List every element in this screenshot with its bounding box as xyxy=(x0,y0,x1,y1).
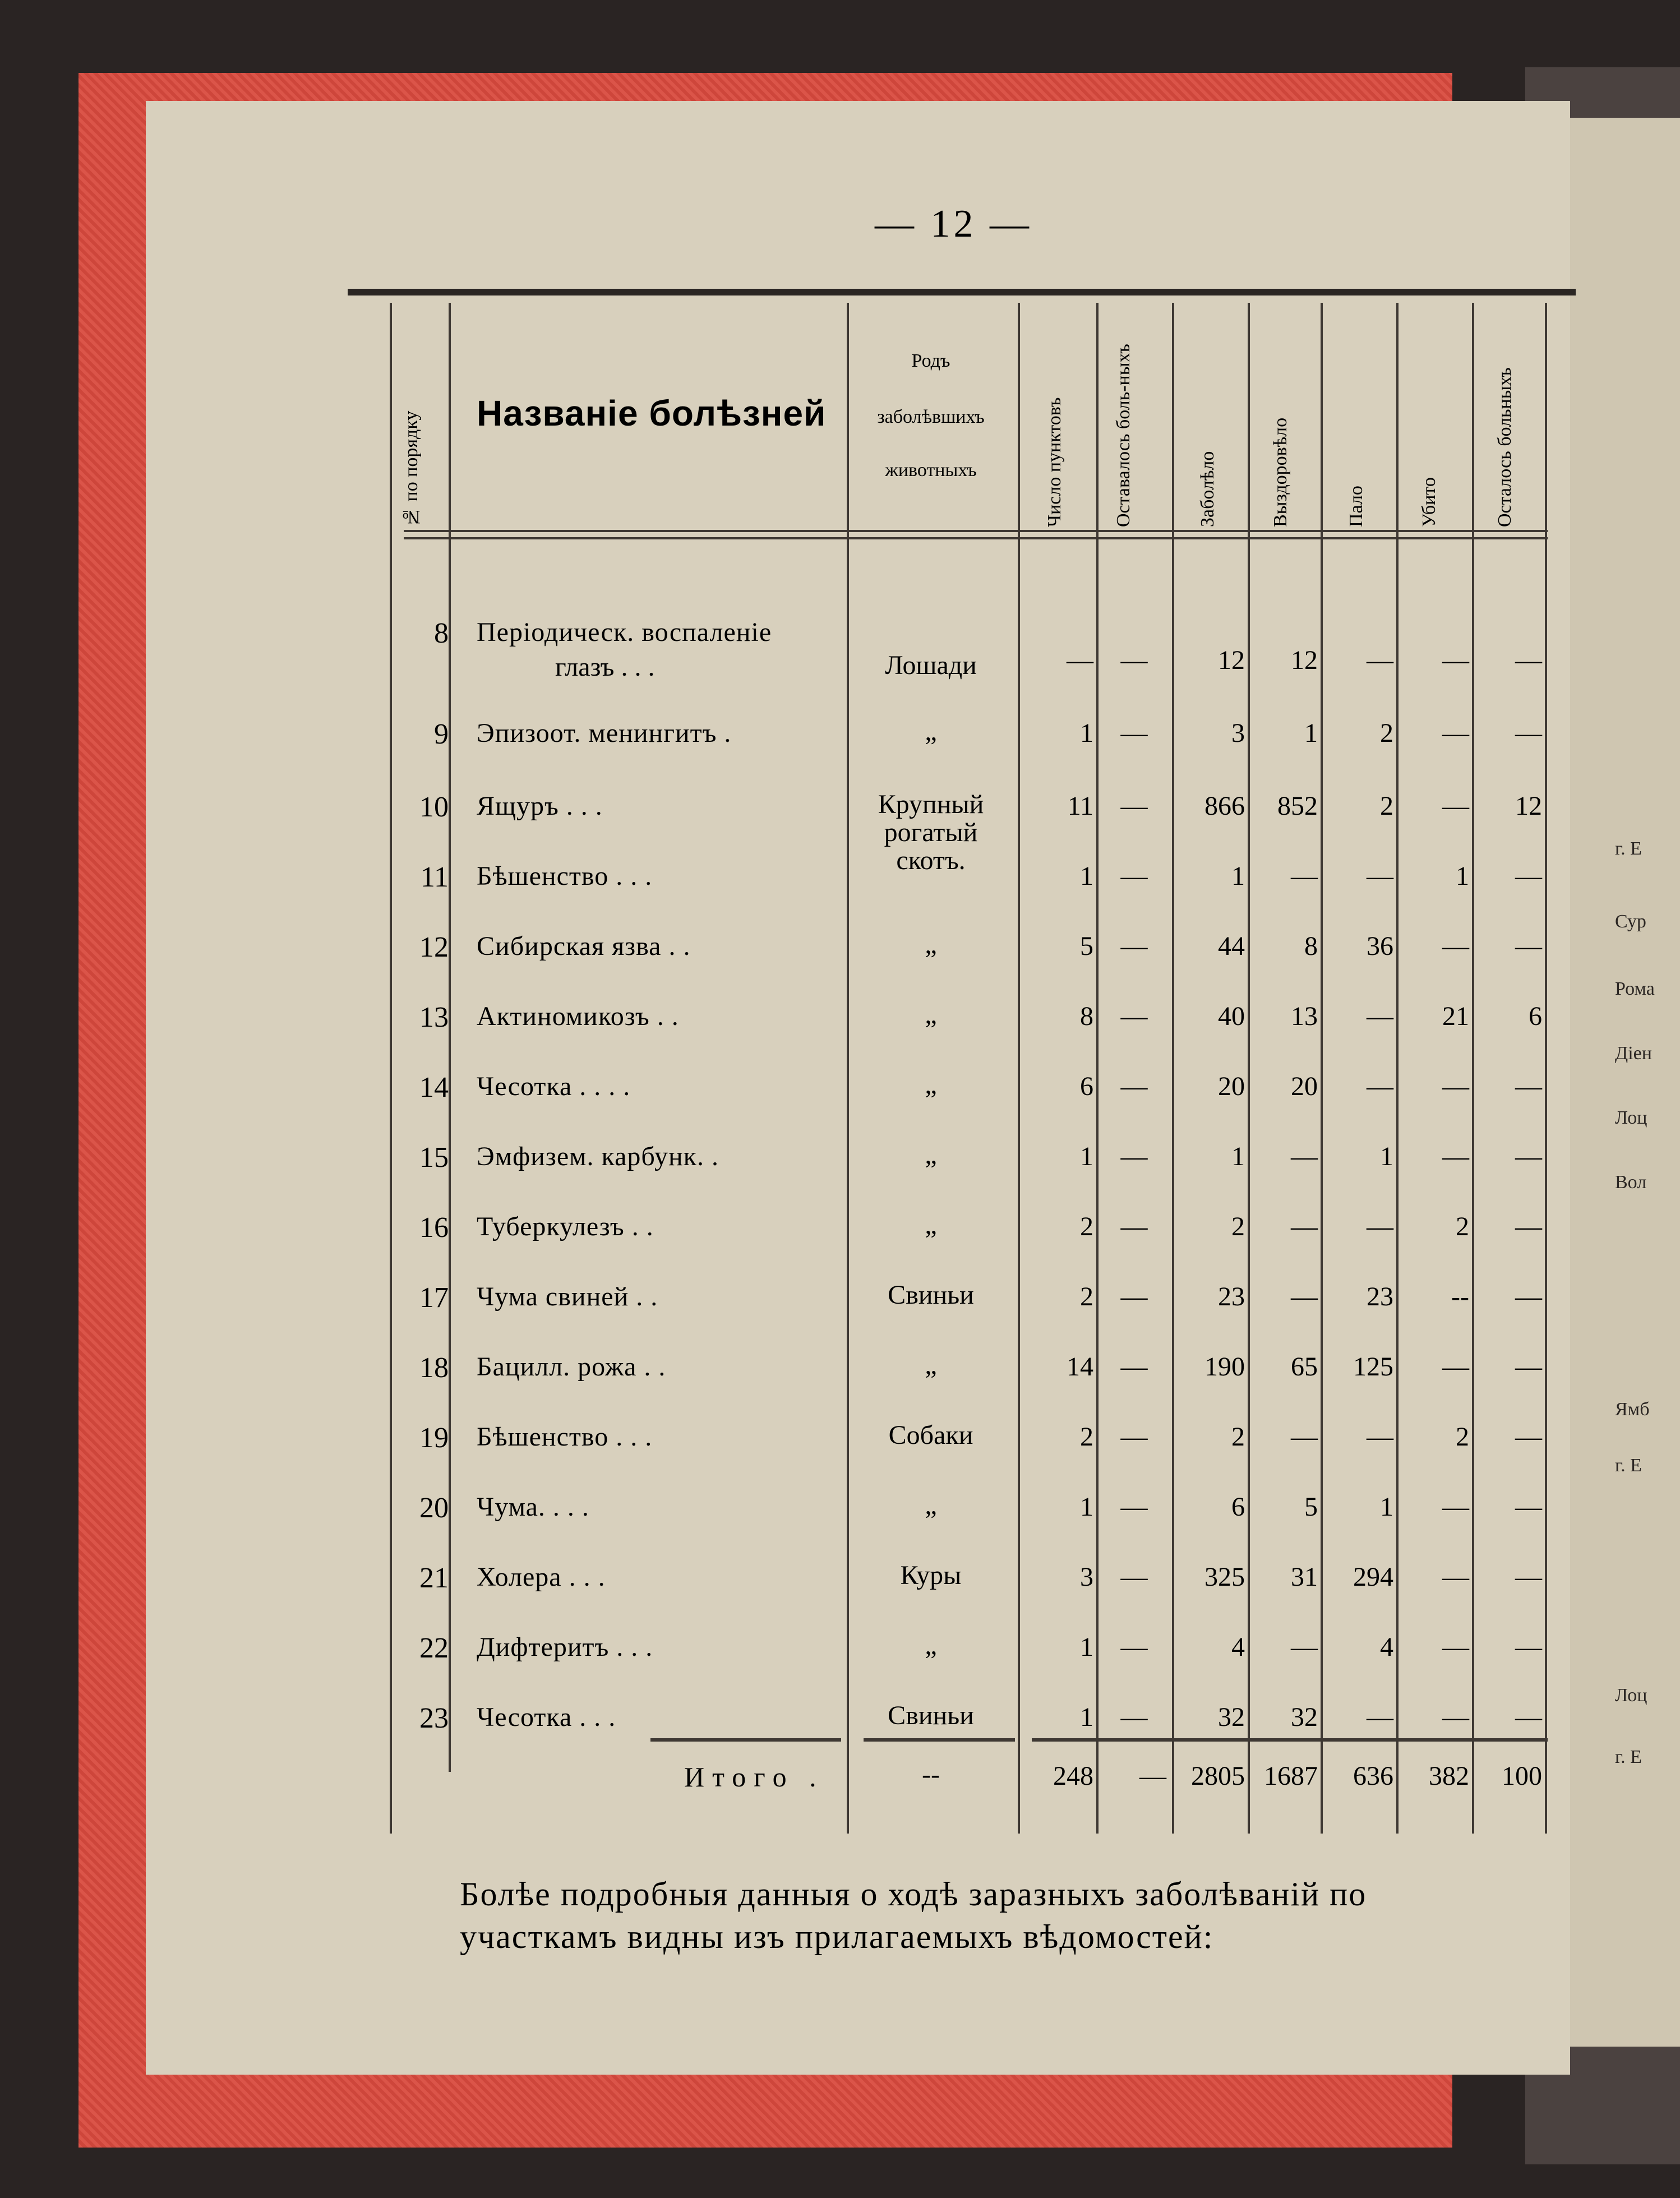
row-died-cell: 2 xyxy=(1380,718,1393,748)
row-recovered-cell: — xyxy=(1291,861,1318,891)
row-disease-name: Ящуръ . . . xyxy=(477,791,603,821)
row-number: 20 xyxy=(419,1492,449,1524)
row-recovered-cell: 13 xyxy=(1291,1001,1318,1031)
row-killed-cell: — xyxy=(1442,1562,1469,1592)
row-number: 13 xyxy=(419,1001,449,1033)
row-points-cell: 1 xyxy=(1080,1702,1093,1732)
page-number: — 12 — xyxy=(875,202,1032,246)
total-died: 636 xyxy=(1353,1761,1393,1791)
col-sep-died xyxy=(1396,303,1399,1834)
row-before-cell: — xyxy=(1120,1072,1148,1101)
header-animal-line1: Родъ xyxy=(911,350,950,371)
row-animal-type: Крупный рогатый скотъ. xyxy=(878,789,984,875)
total-rule-name xyxy=(650,1738,841,1742)
row-killed-cell: 2 xyxy=(1456,1422,1469,1452)
row-ill-cell: 4 xyxy=(1231,1632,1245,1662)
row-points-cell: 11 xyxy=(1067,791,1093,821)
row-before-cell: — xyxy=(1120,1422,1148,1452)
total-points: 248 xyxy=(1053,1761,1093,1791)
row-remaining-cell: — xyxy=(1515,1702,1542,1732)
adjacent-page-fragment: Рома xyxy=(1615,978,1655,999)
row-disease-name: Бѣшенство . . . xyxy=(477,861,653,891)
row-died-cell: 125 xyxy=(1353,1352,1393,1382)
row-disease-name: Сибирская язва . . xyxy=(477,931,691,961)
adjacent-page-fragment: Вол xyxy=(1615,1172,1647,1193)
row-animal-type: Свиньи xyxy=(888,1280,974,1310)
adjacent-page-fragment: г. Е xyxy=(1615,1455,1642,1476)
row-recovered-cell: 20 xyxy=(1291,1072,1318,1101)
total-label: Итого . xyxy=(684,1761,824,1793)
header-name: Названіе болѣзней xyxy=(477,393,827,433)
row-killed-cell: — xyxy=(1442,1072,1469,1101)
row-disease-name: Чума. . . . xyxy=(477,1492,589,1522)
row-number: 15 xyxy=(419,1142,449,1174)
row-recovered-cell: — xyxy=(1291,1142,1318,1171)
row-ill-cell: 325 xyxy=(1204,1562,1245,1592)
row-remaining-cell: — xyxy=(1515,1422,1542,1452)
row-points-cell: 1 xyxy=(1080,718,1093,748)
row-points-cell: 1 xyxy=(1080,1632,1093,1662)
total-remaining: 100 xyxy=(1502,1761,1542,1791)
adjacent-page-fragment: Сур xyxy=(1615,911,1646,932)
row-remaining-cell: — xyxy=(1515,1632,1542,1662)
row-disease-name: Чума свиней . . xyxy=(477,1282,658,1312)
row-remaining-cell: — xyxy=(1515,1562,1542,1592)
row-points-cell: 8 xyxy=(1080,1001,1093,1031)
row-ill-cell: 2 xyxy=(1231,1212,1245,1241)
row-before-cell: — xyxy=(1120,1142,1148,1171)
header-remaining: Осталось больныхъ xyxy=(1494,367,1515,527)
row-remaining-cell: — xyxy=(1515,1142,1542,1171)
row-died-cell: — xyxy=(1367,645,1393,675)
row-before-cell: — xyxy=(1120,1212,1148,1241)
total-ill: 2805 xyxy=(1191,1761,1245,1791)
row-died-cell: 1 xyxy=(1380,1142,1393,1171)
row-remaining-cell: — xyxy=(1515,1212,1542,1241)
row-remaining-cell: 6 xyxy=(1529,1001,1542,1031)
row-killed-cell: 1 xyxy=(1456,861,1469,891)
row-died-cell: 23 xyxy=(1367,1282,1393,1312)
col-sep-killed xyxy=(1472,303,1474,1834)
row-ill-cell: 32 xyxy=(1218,1702,1245,1732)
row-points-cell: 14 xyxy=(1067,1352,1093,1382)
row-remaining-cell: — xyxy=(1515,718,1542,748)
row-recovered-cell: 852 xyxy=(1277,791,1318,821)
row-ill-cell: 190 xyxy=(1204,1352,1245,1382)
row-remaining-cell: — xyxy=(1515,1282,1542,1312)
row-points-cell: 1 xyxy=(1080,1142,1093,1171)
adjacent-page-fragment: г. Е xyxy=(1615,838,1642,859)
row-animal-type: „ xyxy=(925,1070,937,1100)
row-disease-name: Холера . . . xyxy=(477,1562,606,1592)
row-remaining-cell: — xyxy=(1515,931,1542,961)
row-animal-type: „ xyxy=(925,1490,937,1520)
row-points-cell: 1 xyxy=(1080,861,1093,891)
row-ill-cell: 1 xyxy=(1231,861,1245,891)
table-top-rule xyxy=(348,289,1576,295)
header-recovered: Выздоровѣло xyxy=(1270,417,1291,527)
row-recovered-cell: 32 xyxy=(1291,1702,1318,1732)
row-animal-type: „ xyxy=(925,1140,937,1170)
row-number: 21 xyxy=(419,1562,449,1594)
row-killed-cell: — xyxy=(1442,931,1469,961)
adjacent-page-fragment: Лоц xyxy=(1615,1685,1647,1706)
footer-paragraph: Болѣе подробныя данныя о ходѣ заразныхъ заболѣваній по участкамъ видны изъ прилагаемыхъ вѣдомостей: xyxy=(460,1876,1367,1955)
row-points-cell: 2 xyxy=(1080,1422,1093,1452)
header-died: Пало xyxy=(1346,486,1367,527)
header-num: № по порядку xyxy=(401,410,422,527)
col-sep-num xyxy=(449,303,451,1772)
row-remaining-cell: 12 xyxy=(1515,791,1542,821)
total-rule-animal xyxy=(864,1738,1015,1742)
row-killed-cell: — xyxy=(1442,1702,1469,1732)
row-disease-name: Бацилл. рожа . . xyxy=(477,1352,666,1382)
row-before-cell: — xyxy=(1120,1632,1148,1662)
row-before-cell: — xyxy=(1120,1702,1148,1732)
row-ill-cell: 6 xyxy=(1231,1492,1245,1522)
row-animal-type: „ xyxy=(925,1210,937,1240)
header-bottom-rule xyxy=(404,530,1548,532)
header-remained-before: Оставалось боль-ныхъ xyxy=(1113,344,1134,527)
row-recovered-cell: — xyxy=(1291,1212,1318,1241)
row-animal-type: Собаки xyxy=(888,1420,973,1450)
row-number: 9 xyxy=(434,718,449,750)
row-ill-cell: 40 xyxy=(1218,1001,1245,1031)
row-before-cell: — xyxy=(1120,1001,1148,1031)
col-sep-points xyxy=(1096,303,1099,1834)
row-animal-type: „ xyxy=(925,1000,937,1029)
row-ill-cell: 20 xyxy=(1218,1072,1245,1101)
row-disease-name: Эмфизем. карбунк. . xyxy=(477,1142,719,1171)
header-animal-line3: животныхъ xyxy=(885,460,977,481)
row-animal-type: Свиньи xyxy=(888,1701,974,1730)
row-number: 23 xyxy=(419,1702,449,1734)
row-remaining-cell: — xyxy=(1515,1072,1542,1101)
row-points-cell: 1 xyxy=(1080,1492,1093,1522)
header-fell-ill: Заболѣло xyxy=(1197,451,1218,527)
row-before-cell: — xyxy=(1120,645,1148,675)
row-killed-cell: 21 xyxy=(1442,1001,1469,1031)
row-died-cell: — xyxy=(1367,1702,1393,1732)
row-number: 19 xyxy=(419,1422,449,1454)
row-number: 14 xyxy=(419,1072,449,1103)
row-number: 18 xyxy=(419,1352,449,1384)
row-disease-name: Актиномикозъ . . xyxy=(477,1001,679,1031)
header-animal-line2: заболѣвшихъ xyxy=(877,407,985,427)
row-remaining-cell: — xyxy=(1515,861,1542,891)
row-remaining-cell: — xyxy=(1515,645,1542,675)
row-animal-type: „ xyxy=(925,717,937,746)
row-before-cell: — xyxy=(1120,931,1148,961)
col-sep-animal xyxy=(1018,303,1020,1834)
row-before-cell: — xyxy=(1120,861,1148,891)
header-killed: Убито xyxy=(1419,477,1439,527)
row-number: 10 xyxy=(419,791,449,823)
row-disease-name: Періодическ. воспаленіе xyxy=(477,617,772,647)
row-died-cell: 36 xyxy=(1367,931,1393,961)
row-number: 17 xyxy=(419,1282,449,1314)
row-recovered-cell: 5 xyxy=(1304,1492,1318,1522)
row-points-cell: 5 xyxy=(1080,931,1093,961)
row-animal-type: „ xyxy=(925,1631,937,1660)
total-recovered: 1687 xyxy=(1264,1761,1318,1791)
row-number: 22 xyxy=(419,1632,449,1664)
row-disease-name-cont: глазъ . . . xyxy=(555,652,655,682)
row-died-cell: — xyxy=(1367,1422,1393,1452)
row-recovered-cell: 1 xyxy=(1304,718,1318,748)
row-recovered-cell: — xyxy=(1291,1632,1318,1662)
row-number: 11 xyxy=(420,861,449,893)
row-killed-cell: — xyxy=(1442,645,1469,675)
total-rule-values xyxy=(1032,1738,1548,1742)
row-died-cell: — xyxy=(1367,861,1393,891)
row-ill-cell: 866 xyxy=(1204,791,1245,821)
col-sep-name xyxy=(847,303,849,1834)
row-disease-name: Эпизоот. менингитъ . xyxy=(477,718,732,748)
row-before-cell: — xyxy=(1120,1352,1148,1382)
row-recovered-cell: 8 xyxy=(1304,931,1318,961)
row-before-cell: — xyxy=(1120,1562,1148,1592)
adjacent-page-fragment: г. Е xyxy=(1615,1747,1642,1767)
row-number: 8 xyxy=(434,617,449,649)
row-ill-cell: 12 xyxy=(1218,645,1245,675)
row-ill-cell: 1 xyxy=(1231,1142,1245,1171)
adjacent-page-fragment: Ямб xyxy=(1615,1399,1650,1420)
total-animal: -- xyxy=(922,1760,940,1789)
row-disease-name: Чесотка . . . xyxy=(477,1702,616,1732)
adjacent-page-fragment: Діен xyxy=(1615,1043,1652,1064)
row-died-cell: — xyxy=(1367,1001,1393,1031)
row-died-cell: — xyxy=(1367,1212,1393,1241)
row-recovered-cell: — xyxy=(1291,1422,1318,1452)
row-disease-name: Дифтеритъ . . . xyxy=(477,1632,653,1662)
row-points-cell: 6 xyxy=(1080,1072,1093,1101)
row-before-cell: — xyxy=(1120,1492,1148,1522)
col-sep-remaining xyxy=(1545,303,1547,1834)
row-points-cell: 3 xyxy=(1080,1562,1093,1592)
row-recovered-cell: — xyxy=(1291,1282,1318,1312)
row-animal-type: „ xyxy=(925,1350,937,1380)
row-killed-cell: — xyxy=(1442,1142,1469,1171)
row-killed-cell: — xyxy=(1442,1492,1469,1522)
row-before-cell: — xyxy=(1120,1282,1148,1312)
row-number: 12 xyxy=(419,931,449,963)
row-animal-type: „ xyxy=(925,930,937,959)
row-died-cell: — xyxy=(1367,1072,1393,1101)
row-points-cell: 2 xyxy=(1080,1212,1093,1241)
row-killed-cell: — xyxy=(1442,1632,1469,1662)
table-left-border xyxy=(390,303,392,1834)
row-disease-name: Туберкулезъ . . xyxy=(477,1212,654,1241)
row-died-cell: 2 xyxy=(1380,791,1393,821)
row-killed-cell: — xyxy=(1442,718,1469,748)
row-ill-cell: 44 xyxy=(1218,931,1245,961)
row-animal-type: Лошади xyxy=(885,650,977,680)
row-recovered-cell: 31 xyxy=(1291,1562,1318,1592)
row-recovered-cell: 12 xyxy=(1291,645,1318,675)
row-recovered-cell: 65 xyxy=(1291,1352,1318,1382)
total-killed: 382 xyxy=(1429,1761,1469,1791)
row-animal-type: Куры xyxy=(900,1560,962,1590)
row-before-cell: — xyxy=(1120,718,1148,748)
col-sep-before xyxy=(1172,303,1174,1834)
row-points-cell: — xyxy=(1067,645,1093,675)
row-died-cell: 1 xyxy=(1380,1492,1393,1522)
row-disease-name: Чесотка . . . . xyxy=(477,1072,631,1101)
row-before-cell: — xyxy=(1120,791,1148,821)
row-points-cell: 2 xyxy=(1080,1282,1093,1312)
row-killed-cell: -- xyxy=(1451,1282,1469,1312)
row-remaining-cell: — xyxy=(1515,1352,1542,1382)
row-killed-cell: — xyxy=(1442,791,1469,821)
row-number: 16 xyxy=(419,1212,449,1244)
row-ill-cell: 3 xyxy=(1231,718,1245,748)
row-ill-cell: 2 xyxy=(1231,1422,1245,1452)
header-points: Число пунктовъ xyxy=(1044,397,1065,527)
row-remaining-cell: — xyxy=(1515,1492,1542,1522)
row-killed-cell: — xyxy=(1442,1352,1469,1382)
col-sep-recovered xyxy=(1321,303,1323,1834)
total-before: — xyxy=(1139,1761,1166,1791)
row-died-cell: 4 xyxy=(1380,1632,1393,1662)
row-died-cell: 294 xyxy=(1353,1562,1393,1592)
row-ill-cell: 23 xyxy=(1218,1282,1245,1312)
header-bottom-rule-2 xyxy=(404,537,1548,539)
row-killed-cell: 2 xyxy=(1456,1212,1469,1241)
col-sep-ill xyxy=(1248,303,1250,1834)
row-disease-name: Бѣшенство . . . xyxy=(477,1422,653,1452)
adjacent-page-fragment: Лоц xyxy=(1615,1107,1647,1128)
